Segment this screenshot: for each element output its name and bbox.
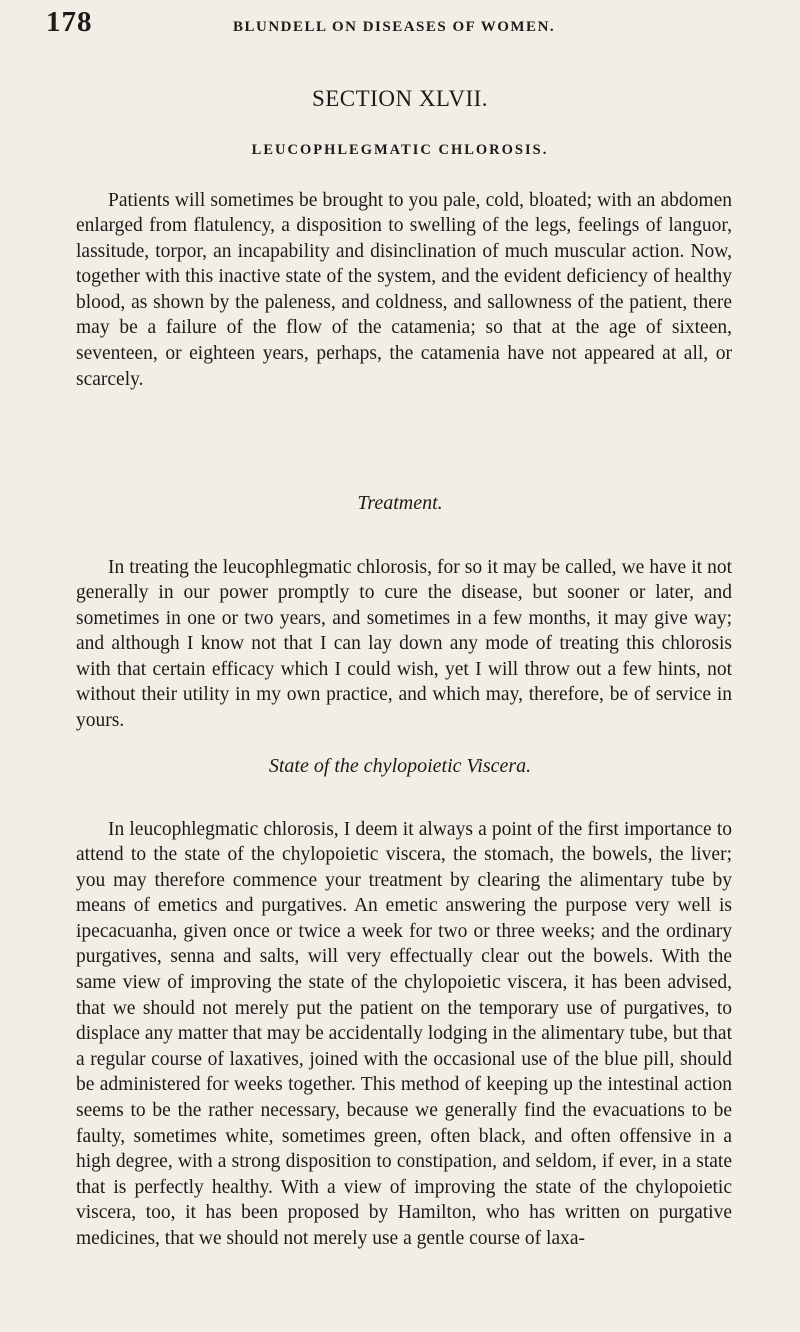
running-title: BLUNDELL ON DISEASES OF WOMEN. bbox=[233, 19, 556, 35]
treatment-heading: Treatment. bbox=[357, 492, 443, 514]
running-head bbox=[0, 6, 800, 40]
section-title: SECTION XLVII. bbox=[311, 86, 489, 111]
treatment-paragraph: In treating the leucophlegmatic chlorosis, for so it may be called, we have it not generally in our power promptly to cure the disease, but sooner or later, and sometimes in one or two years, and sometimes in a few months, it may give way; and although I know not that I can lay down any mode of treating this chlorosis with that certain efficacy which I could wish, yet I will throw out a few hints, not without their utility in my own practice, and which may, therefore, be of service in yours. bbox=[76, 556, 732, 732]
section-subtitle: LEUCOPHLEGMATIC CHLOROSIS. bbox=[251, 142, 549, 158]
viscera-paragraph: In leucophlegmatic chlorosis, I deem it always a point of the first importance to attend to the state of the chylopoietic viscera, the stomach, the bowels, the liver; you may therefore commence your treatment by clearing the alimentary tube by means of emetics and purgatives. An emetic answering the purpose very well is ipecacuanha, given once or twice a week for two or three weeks; and the ordinary purgatives, senna and salts, will very effectually clear out the bowels. With the same view of improving the state of the chylopoietic viscera, it has been advised, that we should not merely put the patient on the temporary use of purgatives, to displace any matter that may be accidentally lodging in the alimentary tube, but that a regular course of laxatives, joined with the occasional use of the blue pill, should be administered for weeks together. This method of keeping up the intestinal action seems to be the rather necessary, because we generally find the evacuations to be faulty, sometimes white, sometimes green, often black, and often offensive in a high degree, with a strong disposition to constipation, and seldom, if ever, in a state that is perfectly healthy. With a view of improving the state of the chylopoietic viscera, too, it has been proposed by Hamilton, who has written on purgative medicines, that we should not merely use a gentle course of laxa- bbox=[76, 818, 732, 1249]
intro-paragraph: Patients will sometimes be brought to you pale, cold, bloated; with an abdomen enlarged from flatulency, a disposition to swelling of the legs, feelings of languor, lassitude, torpor, an incapability and disinclination of much muscular action. Now, together with this inactive state of the system, and the evident deficiency of healthy blood, as shown by the paleness, and coldness, and sallowness of the patient, there may be a failure of the flow of the catamenia; so that at the age of sixteen, seventeen, or eighteen years, perhaps, the catamenia have not appeared at all, or scarcely. bbox=[76, 189, 732, 390]
page-number: 178 bbox=[46, 6, 93, 38]
viscera-heading: State of the chylopoietic Viscera. bbox=[268, 755, 532, 777]
